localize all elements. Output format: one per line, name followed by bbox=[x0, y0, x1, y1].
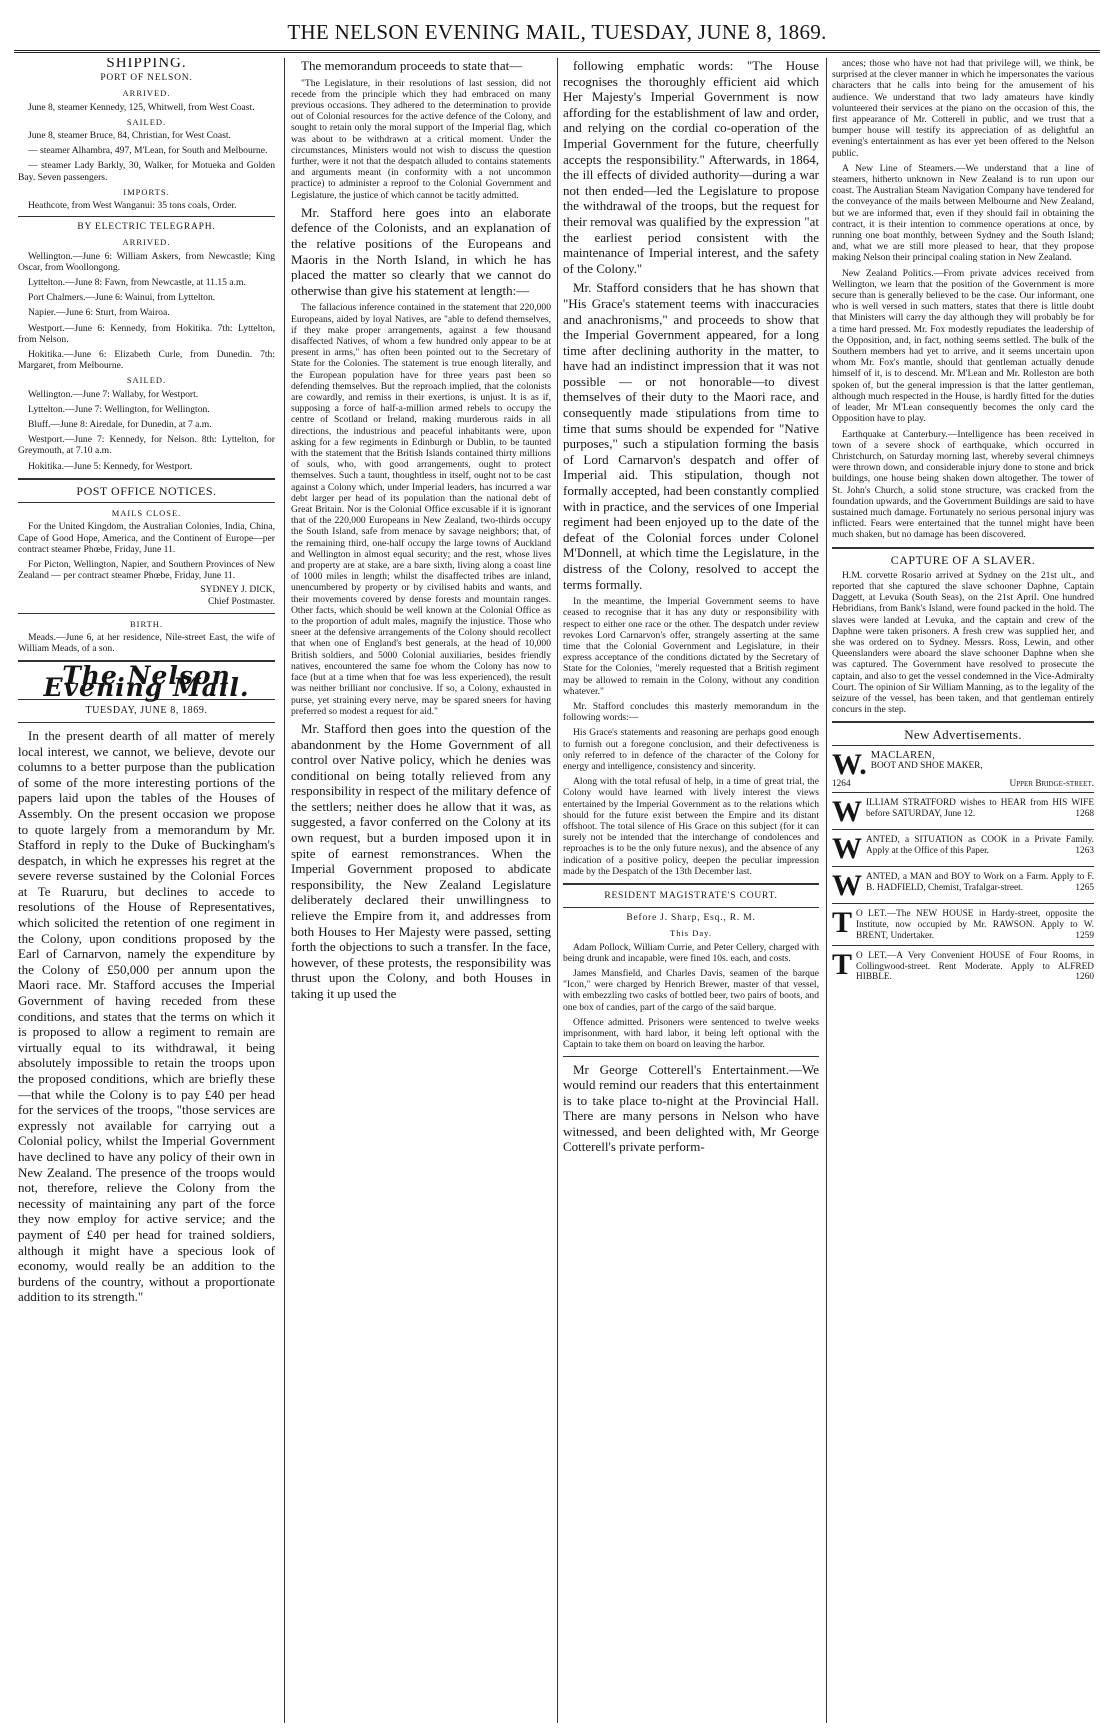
advertisement bbox=[832, 866, 1094, 903]
quoted-paragraph: Along with the total refusal of help, in a time of great trial, the Colony would have learned with lively interest the views entertained by the Imperial Government as to the relations which should for the future exist between the Empire and its distant offshoot. The total silence of His Grace on this subject (for it can surely not be intended that the interchange of condolences and reproaches is to be the only future nexus), and the absence of any indication of a positive policy, deepen the peculiar impression made by the Despatch of the 13th December last. bbox=[563, 776, 819, 877]
telegraph-entry: Port Chalmers.—June 6: Wainui, from Lyttelton. bbox=[28, 292, 216, 304]
column-1 bbox=[18, 58, 275, 1723]
column-rule bbox=[557, 58, 558, 1723]
slaver-heading: CAPTURE OF A SLAVER. bbox=[890, 552, 1036, 567]
column-rule bbox=[284, 58, 285, 1723]
advertisement bbox=[832, 829, 1094, 866]
advertisement bbox=[832, 945, 1094, 986]
telegraph-entry: Westport.—June 7: Kennedy, for Nelson. 8th: Lyttelton, for Greymouth, at 7.10 a.m. bbox=[18, 434, 275, 457]
divider bbox=[18, 502, 275, 503]
article-paragraph: In the meantime, the Imperial Government seems to have ceased to recognise that it has any duty or responsibility with respect to either one race or the other. The despatch under review revokes Lord Carnarvon's offer, strangely asserting at the same time that the Colonial Government and Legislature, in their express acceptance of the conditions dictated by the Secretary of State for the Colonies, "merely requested that a British regiment may be allowed to remain in the Colony, without any condition whatever." bbox=[563, 596, 819, 697]
local-news-paragraph: ances; those who have not had that privilege will, we think, be surprised at the clever manner in which he impersonates the various characters that he calls into being for the amusement of his audience. We understand that two lady amateurs have kindly volunteered their services at the piano on the occasion of this, the first appearance of Mr. Cotterell in public, and we trust that a bumper house will testify its appreciation of as delightful an evening's entertainment as has ever yet been offered to the Nelson public. bbox=[832, 58, 1094, 159]
shipping-entry: — steamer Alhambra, 497, M'Lean, for South and Melbourne. bbox=[28, 145, 268, 157]
shipping-entry: Heathcote, from West Wanganui: 35 tons coals, Order. bbox=[28, 200, 237, 212]
telegraph-entry: Hokitika.—June 5: Kennedy, for Westport. bbox=[28, 460, 193, 472]
signature-role: Chief Postmaster. bbox=[207, 596, 275, 607]
ad-text: O LET.—A Very Convenient HOUSE of Four Rooms, in Collingwood-street. Rent Moderate. Apply to ALFRED HIBBLE. bbox=[856, 950, 1094, 983]
ad-address: Upper Bridge-street. bbox=[1009, 778, 1094, 789]
dateline: TUESDAY, JUNE 8, 1869. bbox=[85, 704, 208, 716]
ad-line: BOOT AND SHOE MAKER, bbox=[870, 761, 983, 772]
advertisement bbox=[832, 745, 1094, 793]
slaver-paragraph: H.M. corvette Rosario arrived at Sydney on the 21st ult., and reported that she captured the slave schooner Daphne, Captain Daggett, at Levuka (South Seas), on the 21st April. One hundred Hebridians, from Bank's Island, were found packed in the hold. The slaves were landed at Levuka, and the captain and crew of the Daphne were taken prisoners. A fresh crew was supplied her, and she was ordered on to Sydney. Messrs. Ross, Lewin, and other Queenslanders were aboard the slave schooner Daphne when she was captured. The Government have resolved to prosecute the captain, and also to get the vessel condemned in the Vice-Admiralty Court. The opinion of Sir William Manning, as to the legality of the seizure of the vessel, has been taken, and that gentleman entirely concurs in the step. bbox=[832, 569, 1094, 716]
shipping-entry: — steamer Lady Barkly, 30, Walker, for Motueka and Golden Bay. Seven passengers. bbox=[18, 160, 275, 183]
birth-heading: BIRTH. bbox=[129, 618, 164, 629]
advertisement bbox=[832, 792, 1094, 829]
court-day: This Day. bbox=[670, 928, 712, 939]
ad-ref: 1259 bbox=[1075, 930, 1094, 941]
court-case: Adam Pollock, William Currie, and Peter Cellery, charged with being drunk and incapable, were fined 10s. each, and costs. bbox=[563, 941, 819, 964]
shipping-heading: SHIPPING. bbox=[106, 58, 187, 71]
divider bbox=[563, 907, 819, 908]
birth-notice: Meads.—June 6, at her residence, Nile-street East, the wife of William Meads, of a son. bbox=[18, 631, 275, 655]
ad-ref: 1263 bbox=[1075, 846, 1094, 857]
ad-initial: W bbox=[832, 869, 862, 903]
ad-initial: W. bbox=[832, 747, 867, 781]
ad-ref: 1264 bbox=[832, 778, 851, 789]
arrived-label: ARRIVED. bbox=[122, 237, 171, 248]
column-rule bbox=[826, 58, 827, 1723]
telegraph-entry: Westport.—June 6: Kennedy, from Hokitika. 7th: Lyttelton, from Nelson. bbox=[18, 322, 275, 345]
article-paragraph: following emphatic words: "The House recognises the thoroughly efficient aid which Her Majesty's Imperial Government is now affording for the establishment of law and order, and relying on the cordial co-operation of the Imperial Government for the future, cheerfully accepts the responsibility." Afterwards, in 1864, the ill effects of divided authority—during a war not then ended—led the Legislature to propose the withdrawal of the troops, but the request for their removal was qualified by the expression "at the earliest period consistent with the maintenance of Imperial interest, and the safety of the Colony." bbox=[563, 58, 819, 276]
mail-notice: For Picton, Wellington, Napier, and Southern Provinces of New Zealand — per contract steamer Phœbe, Friday, June 11. bbox=[18, 558, 275, 582]
court-case: James Mansfield, and Charles Davis, seamen of the barque "Icon," were charged by Henrich Brewer, master of that vessel, with embezzling two casks of bottled beer, two pairs of boots, and one box of candies, part of the cargo of the said barque. bbox=[563, 968, 819, 1013]
mail-notice: For the United Kingdom, the Australian Colonies, India, China, Cape of Good Hope, America, and the Continent of Europe—per contract steamer Phœbe, Friday, June 11. bbox=[18, 521, 275, 555]
shipping-entry: June 8, steamer Bruce, 84, Christian, for West Coast. bbox=[28, 130, 231, 142]
advertisement bbox=[832, 903, 1094, 944]
article-paragraph: Mr. Stafford here goes into an elaborate defence of the Colonists, and an explanation of the relative positions of the Europeans and Maoris in the North Island, in which he has placed the matter so clearly that we cannot do otherwise than give his statement at length:— bbox=[291, 204, 551, 298]
divider bbox=[18, 478, 275, 480]
telegraph-entry: Wellington.—June 6: William Askers, from Newcastle; King Oscar, from Woollongong. bbox=[18, 250, 275, 273]
article-paragraph: The memorandum proceeds to state that— bbox=[301, 58, 523, 73]
masthead-text: THE NELSON EVENING MAIL, TUESDAY, JUNE 8, 1869. bbox=[287, 20, 827, 44]
divider bbox=[18, 722, 275, 723]
shipping-entry: June 8, steamer Kennedy, 125, Whitwell, from West Coast. bbox=[28, 101, 255, 113]
ad-text: ILLIAM STRATFORD wishes to HEAR from HIS WIFE before SATURDAY, June 12. bbox=[866, 798, 1094, 820]
telegraph-entry: Napier.—June 6: Sturt, from Wairoa. bbox=[28, 307, 170, 319]
quoted-paragraph: His Grace's statements and reasoning are perhaps good enough to furnish out a foregone conclusion, and their defectiveness is only referred to in defence of the character of the Colony for energy and intelligence, consistency and sincerity. bbox=[563, 727, 819, 773]
post-office-heading: POST OFFICE NOTICES. bbox=[76, 483, 217, 498]
column-4 bbox=[832, 58, 1094, 1723]
local-news-paragraph: New Zealand Politics.—From private advices received from Wellington, we learn that the position of the Government is more secure than is generally believed to be the case. Our informant, one who is well versed in such matters, states that there is little doubt that Ministers will carry the day although they will probably be for a time hard pressed. Mr. Fox modestly repudiates the leadership of the Opposition, and, in fact, nothing seems settled. The bulk of the Southern members had yet to arrive, and it seems uncertain upon whom Mr. Fox's mantle, should that gentleman actually denude himself of it, is to descend. Mr. M'Lean and Mr. Rolleston are both spoken of, but the general impression is that the latter gentleman, although much respected in the House, is hardly fitted for the duties of leader, Mr M'Lean consequently becomes the only card the Opposition have to play. bbox=[832, 267, 1094, 425]
imports-label: IMPORTS. bbox=[123, 186, 170, 197]
local-news-paragraph: A New Line of Steamers.—We understand that a line of steamers, hitherto unknown in New Zealand is to run upon our coast. The Australian Steam Navigation Company have tendered for the conveyance of the mails between Melbourne and New Zealand, but we are informed that, even if they should fail in obtaining the contract, it is their intention to commence operations at once, by running one boat monthly, between Sydney and the South Island; and, what we are still more pleased to hear, that they propose making Nelson their principal coaling station in New Zealand. bbox=[832, 162, 1094, 264]
divider bbox=[563, 883, 819, 885]
sailed-label: SAILED. bbox=[126, 375, 167, 386]
article-paragraph: Mr. Stafford then goes into the question of the abandonment by the Home Government of all control over Native policy, which he denies was conditional on being totally relieved from any responsibility in respect of the military defence of the settlers; neither does he allow that it was, as suggested, a favor conferred on the Colony at its own request, but a burden imposed upon it in spite of earnest remonstrances. When the Imperial Government proposed to abdicate responsibility, the New Zealand Legislature deliberately declared their unwillingness to relieve the Empire from it, and addresses from both Houses to Her Majesty were passed, setting forth the objections to such a transfer. In the face, however, of these protests, the responsibility was thrust upon the Colony, and both Houses in taking it up used the bbox=[291, 720, 551, 1001]
ad-text: ANTED, a SITUATION as COOK in a Private Family. Apply at the Office of this Paper. bbox=[866, 835, 1094, 857]
telegraph-entry: Bluff.—June 8: Airedale, for Dunedin, at 7 a.m. bbox=[28, 419, 212, 431]
ad-ref: 1265 bbox=[1075, 883, 1094, 894]
telegraph-entry: Wellington.—June 7: Wallaby, for Westport. bbox=[28, 388, 199, 400]
article-paragraph: Mr. Stafford concludes this masterly memorandum in the following words:— bbox=[563, 701, 819, 724]
telegraph-entry: Lyttelton.—June 7: Wellington, for Wellington. bbox=[28, 403, 210, 415]
ad-text: O LET.—The NEW HOUSE in Hardy-street, opposite the Institute, now occupied by Mr. RAWSON. Apply to W. BRENT, Undertaker. bbox=[856, 909, 1094, 941]
editorial-paragraph: In the present dearth of all matter of merely local interest, we cannot, we believe, devote our columns to a better purpose than the publication of some of the more interesting portions of the papers laid upon the tables of the Houses of Assembly. On the present occasion we propose to quote largely from a memorandum by Mr. Stafford in reply to the Duke of Buckingham's despatch, in which he expresses his regret at the severe reverse sustained by the Colonial Forces at Te Ruaruru, but declines to accede to resolutions of the House of Representatives, which solicited the retention of one regiment in the Colony, upon conditions proposed by the Earl of Carnarvon, namely the expenditure by the Colony of £50,000 per annum upon the Maori race. Mr. Stafford accuses the Imperial Government of having receded from these conditions, and states that the terms on which it is proposed to allow a regiment to remain are virtually equal to its withdrawal, it being absolutely impossible to retain the troops upon the proposed conditions, which are briefly these—that while the Colony is to pay £40 per head for the services of the troops, "those services are expressly not available for carrying out a Colonial policy, whilst the Imperial Government have declined to have any policy of their own in New Zealand. The presence of the troops would not, therefore, relieve the Colony from the necessity of maintaining any part of the force they now employ for active service; and the payment of £40 per head for trained soldiers, although it might have a specious look of economy, would really be an addition to the burdens of the country, without a proportionate addition to its strength." bbox=[18, 727, 275, 1305]
telegraph-entry: Hokitika.—June 6: Elizabeth Curle, from Dunedin. 7th: Margaret, from Melbourne. bbox=[18, 349, 275, 372]
ad-text: ANTED, a MAN and BOY to Work on a Farm. Apply to F. B. HADFIELD, Chemist, Trafalgar-street. bbox=[866, 872, 1094, 894]
court-before: Before J. Sharp, Esq., R. M. bbox=[626, 913, 756, 924]
quoted-paragraph: "The Legislature, in their resolutions of last session, did not recede from the principle which they had embraced on many previous occasions. They adhered to the determination to provide out of Colonial resources for the active defence of the Colony, and sought to retain only the moral support of the Imperial flag, which was about to be withdrawn at a critical moment. Under the circumstances, Ministers would not wish to discuss the question further, were it not that the despatch alluded to contains statements and arguments meant (in conformity with a not uncommon practice) to administer a reproof to the Colonial Government and Legislature, the justice of which cannot be tacitly admitted. bbox=[291, 77, 551, 201]
local-news-paragraph: Mr George Cotterell's Entertainment.—We would remind our readers that this entertainment is to take place to-night at the Provincial Hall. There are many persons in Nelson who have witnessed, and been delighted with, Mr George Cotterell's private perform- bbox=[563, 1061, 819, 1155]
port-heading: PORT OF NELSON. bbox=[100, 73, 193, 84]
column-2 bbox=[291, 58, 551, 1723]
telegraph-heading: BY ELECTRIC TELEGRAPH. bbox=[77, 222, 216, 233]
signature-name: SYDNEY J. DICK, bbox=[200, 585, 275, 596]
local-news-paragraph: Earthquake at Canterbury.—Intelligence has been received in town of a severe shock of earthquake, which occurred in Christchurch, on Saturday morning last, whereby several chimneys were thrown down, and considerable injury done to stone and brick buildings, one house being shaken down altogether. The tower of St. John's Church, a solid stone structure, was cracked from the foundation upwards, and the Government Buildings are said to have sustained much damage. Fortunately no serious personal injury was inflicted. Fears were entertained that the tunnel might have been much shaken, but no damage has been discovered. bbox=[832, 428, 1094, 541]
advertisements-heading: New Advertisements. bbox=[904, 727, 1022, 743]
arrived-label: ARRIVED. bbox=[122, 88, 171, 99]
ad-ref: 1260 bbox=[1075, 972, 1094, 983]
ad-initial: W bbox=[832, 795, 862, 829]
mails-close-label: MAILS CLOSE. bbox=[111, 508, 182, 519]
column-3 bbox=[563, 58, 819, 1723]
divider bbox=[832, 547, 1094, 549]
ad-initial: T bbox=[832, 906, 853, 940]
article-paragraph: Mr. Stafford considers that he has shown that "His Grace's statement teems with inaccuracies and anachronisms," and proceeds to show that the Imperial Government appeared, for a long time after declining authority in the matter, to have had an indistinct impression that it was not possible — or not honorable—to divest themselves of their duty to the Maori race, and consequently made stipulations from time to time that sums should be expended for "Native purposes," such a stipulation forming the basis of Lord Carnarvon's despatch and offer of Imperial aid. This stipulation, though not formally accepted, had been constantly complied with in practice, and the services of one Imperial regiment had been enjoyed up to the date of the defeat of the Colonial forces under Colonel M'Donnell, at which time the Legislature, in the distress of the Colony, resolved to accept the terms formally. bbox=[563, 280, 819, 592]
divider bbox=[18, 216, 275, 217]
masthead bbox=[14, 10, 1100, 53]
divider bbox=[18, 613, 275, 614]
court-case: Offence admitted. Prisoners were sentenced to twelve weeks imprisonment, with hard labor, it being left optional with the Captain to take them on board on leaving the harbor. bbox=[563, 1016, 819, 1051]
ad-line: MACLAREN, bbox=[870, 749, 935, 761]
quoted-paragraph: The fallacious inference contained in the statement that 220,000 Europeans, aided by loyal Natives, are "able to defend themselves, if they make proper arrangements, against a few thousand disaffected Natives, of whom a few hundred only appear to be at present in arms," has often been pointed out to the Secretary of State for the Colonies. The statement is true enough literally, and the European population have for three years past been so defending themselves. But the reproach implied, that the colonists are cowardly, and remiss in their exertions, is unjust. It is as if, supposing a force of half-a-million armed rebels to occupy the centre of Scotland or Ireland, making murderous raids in all directions, the industrious and peaceful inhabitants were, upon asking for a few regiments in Edinburgh or Dublin, to be taunted with the statement that the British Islands contained thirty millions of souls, who, with good arrangements, ought to protect themselves. Such a taunt, thoughtless in itself, ought not to be cast against a Colony which, under Imperial leaders, has incurred a war debt larger per head of its population than the national debt of Great Britain. Nor is the Colonial Office excusable if it is ignorant that of the 220,000 Europeans in New Zealand, two-thirds occupy the South Island, safe from menace by savage neighbors; that, of the remaining third, one-half occupy the large towns of Auckland and Wellington in almost equal security; and the rest, whose lives and property are at stake, are a bare sixth, living along a coast line of 1000 miles in length; whilst the disaffected tribes are inland, unencumbered by property or by civilised habits and wants, and their movements covered by dense forests and mountain ranges. Other facts, which should be well known at the Colonial Office as to the proportion of adult males, magnify the injustice. Those who sneer at the defensive arrangements of the Colony should recollect that when one of England's best generals, at the head of 10,000 British soldiers, and 5000 Colonial auxiliaries, besides friendly natives, encountered the same foe whom the Colony has now to face (but at a time when that foe was less experienced), the result was neither brilliant nor conclusive. If so, a Colony, exhausted in purse, yet straining every nerve, may be spared sneers for having preferred so modest a request for aid." bbox=[291, 302, 551, 717]
telegraph-entry: Lyttelton.—June 8: Fawn, from Newcastle, at 11.15 a.m. bbox=[28, 277, 246, 289]
divider bbox=[832, 721, 1094, 723]
ad-initial: W bbox=[832, 832, 862, 866]
sailed-label: SAILED. bbox=[126, 116, 167, 127]
divider bbox=[563, 1056, 819, 1057]
ad-initial: T bbox=[832, 947, 853, 981]
paper-title: The Nelson Evening Mail. bbox=[43, 661, 250, 702]
court-heading: RESIDENT MAGISTRATE'S COURT. bbox=[604, 891, 778, 902]
ad-ref: 1268 bbox=[1075, 809, 1094, 820]
